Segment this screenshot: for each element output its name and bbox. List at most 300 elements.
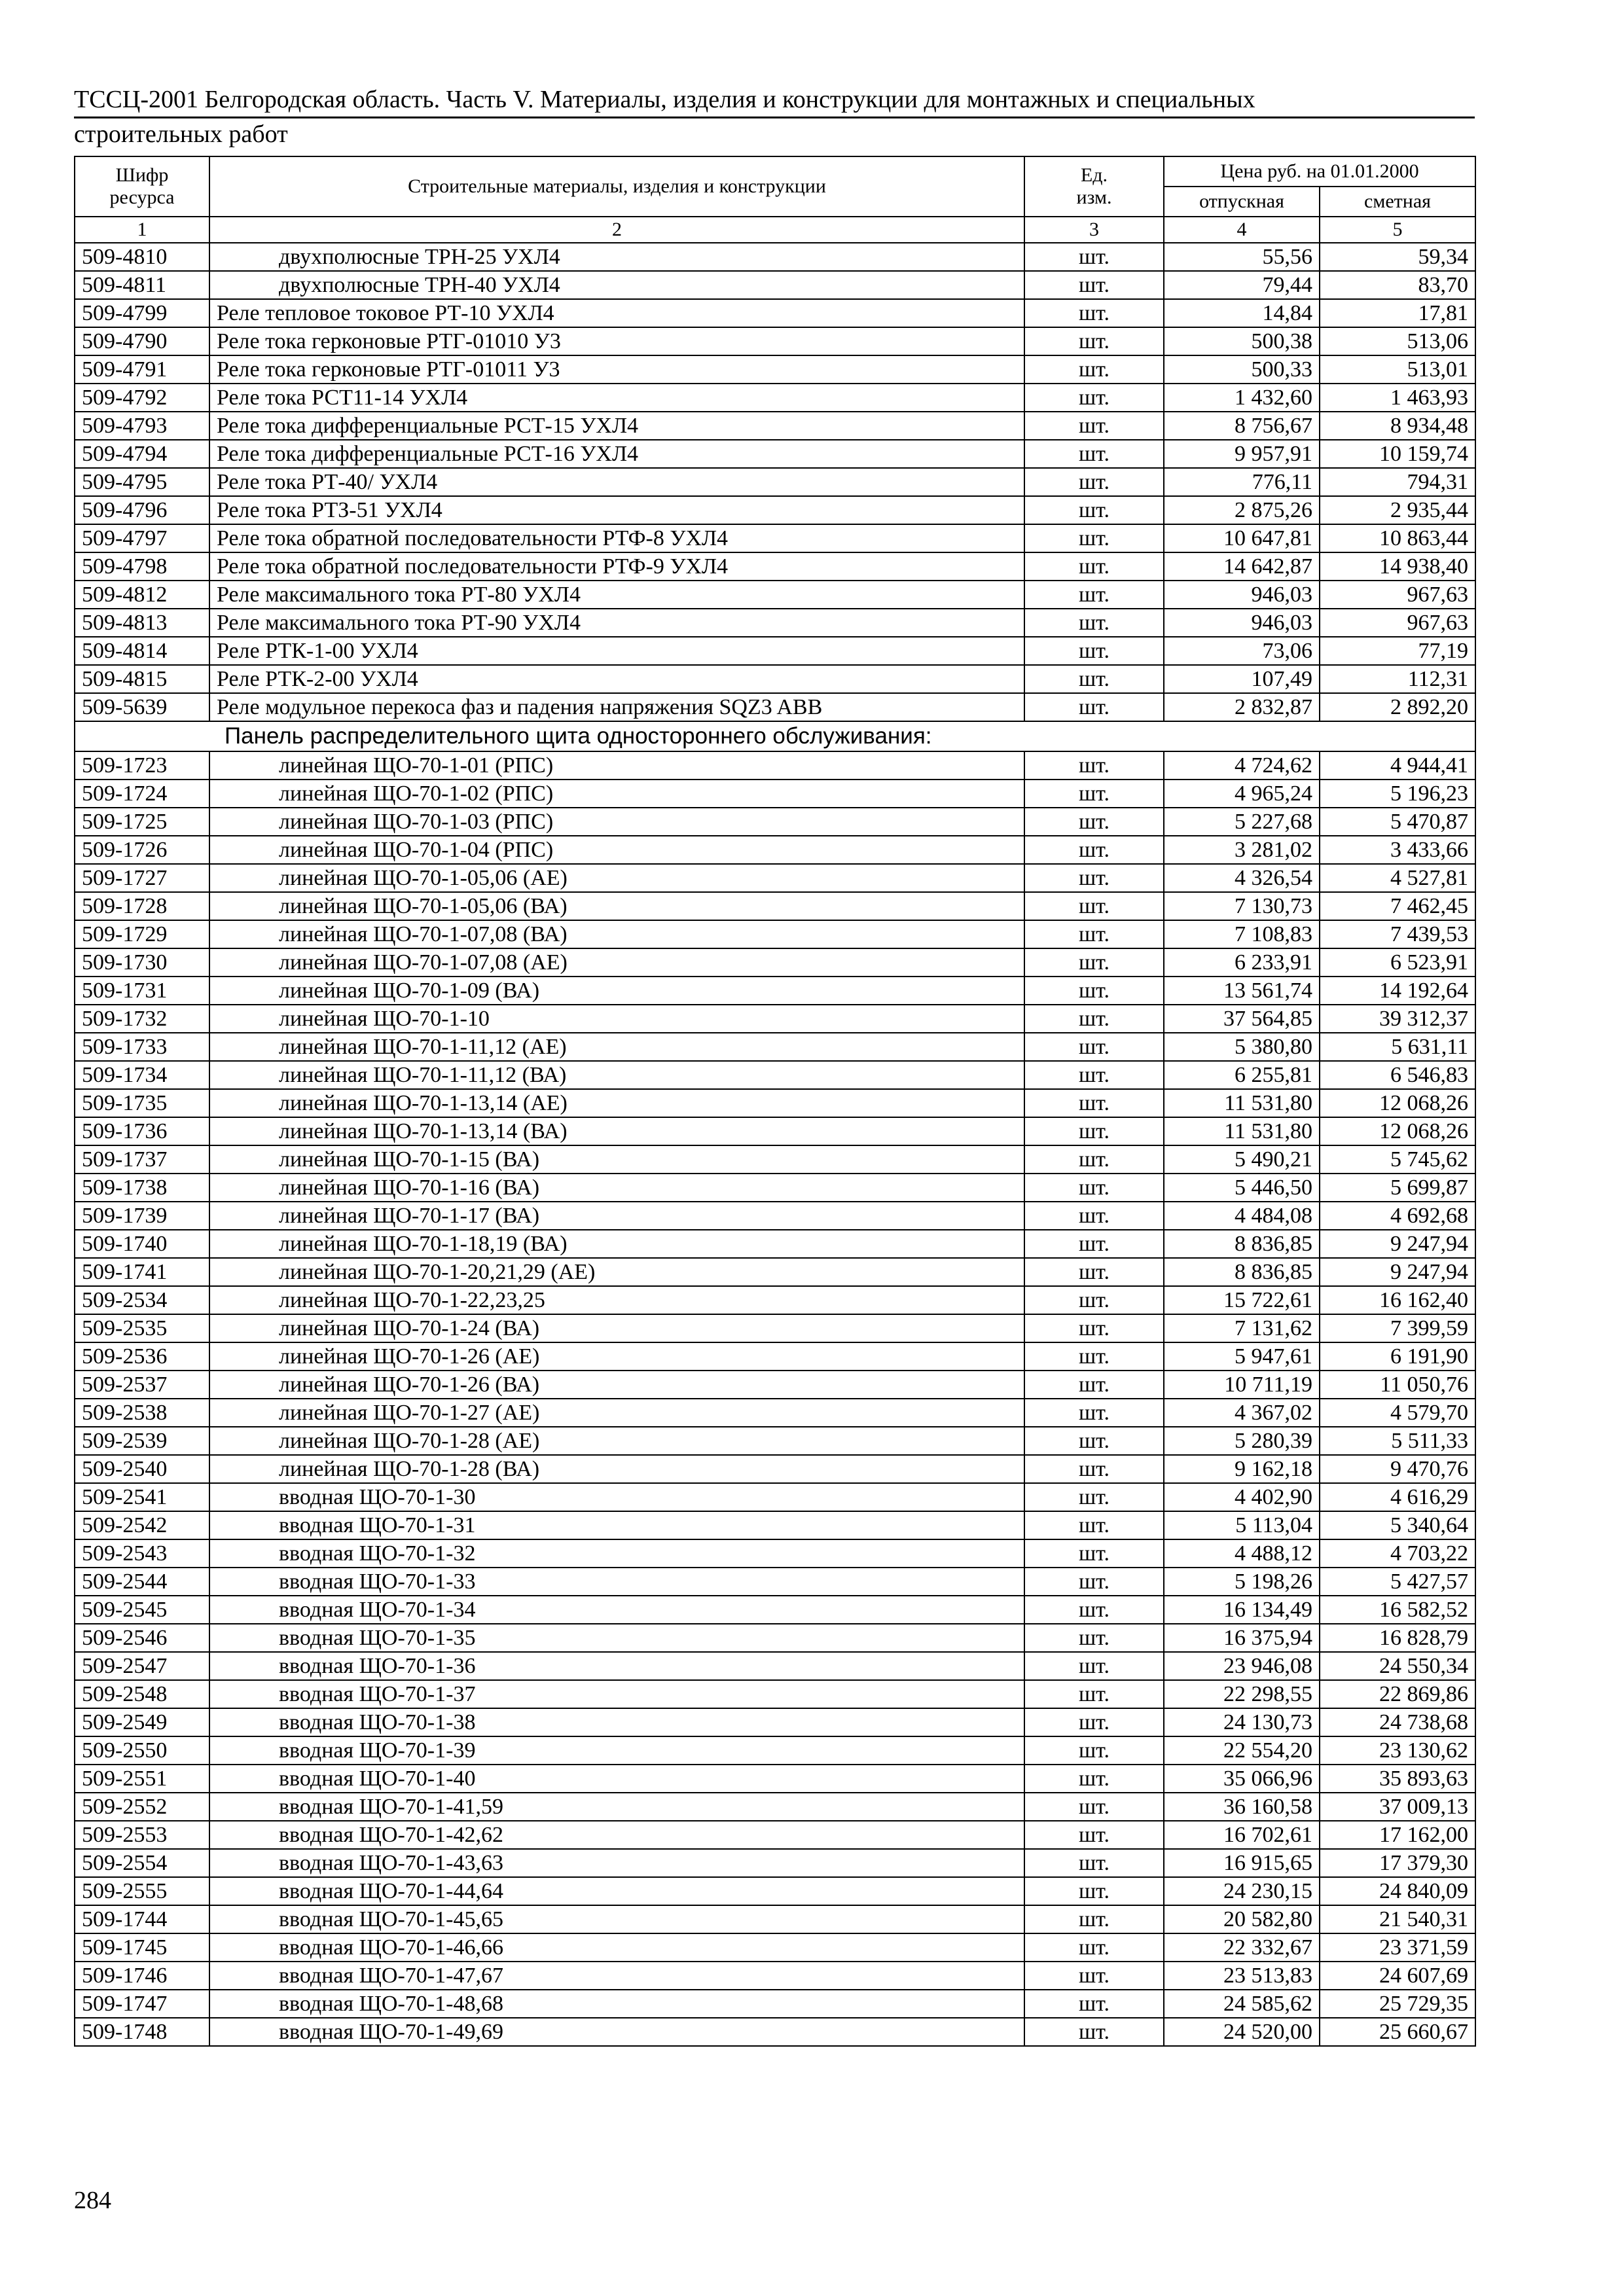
resource-code: 509-4791: [75, 355, 209, 384]
table-row: [75, 1230, 1475, 1258]
resource-code: 509-4815: [75, 665, 209, 693]
estimate-price: 24 738,68: [1320, 1708, 1475, 1736]
release-price: 2 832,87: [1164, 693, 1320, 721]
table-row: [75, 1455, 1475, 1483]
table-row: [75, 1596, 1475, 1624]
resource-code: 509-4812: [75, 581, 209, 609]
material-name: Реле тепловое токовое РТ-10 УХЛ4: [209, 299, 1024, 327]
material-name: Реле тока РТ-40/ УХЛ4: [209, 468, 1024, 496]
unit-cell: шт.: [1024, 1483, 1164, 1511]
release-price: 16 702,61: [1164, 1821, 1320, 1849]
material-name: линейная ЩО-70-1-13,14 (ВА): [209, 1117, 1024, 1145]
material-name: линейная ЩО-70-1-26 (ВА): [209, 1371, 1024, 1399]
estimate-price: 14 192,64: [1320, 977, 1475, 1005]
unit-cell: шт.: [1024, 1849, 1164, 1877]
release-price: 500,38: [1164, 327, 1320, 355]
material-name: Реле модульное перекоса фаз и падения напряжения SQZ3 ABB: [209, 693, 1024, 721]
column-number: 3: [1024, 217, 1164, 243]
unit-cell: шт.: [1024, 524, 1164, 552]
estimate-price: 17 379,30: [1320, 1849, 1475, 1877]
resource-code: 509-4797: [75, 524, 209, 552]
material-name: Реле максимального тока РТ-90 УХЛ4: [209, 609, 1024, 637]
table-row: [75, 1652, 1475, 1680]
material-name: линейная ЩО-70-1-09 (ВА): [209, 977, 1024, 1005]
release-price: 4 724,62: [1164, 751, 1320, 780]
estimate-price: 25 729,35: [1320, 1990, 1475, 2018]
table-row: [75, 1962, 1475, 1990]
estimate-price: 12 068,26: [1320, 1089, 1475, 1117]
material-name: линейная ЩО-70-1-26 (АЕ): [209, 1342, 1024, 1371]
table-row: [75, 412, 1475, 440]
release-price: 22 298,55: [1164, 1680, 1320, 1708]
unit-cell: шт.: [1024, 1765, 1164, 1793]
release-price: 22 554,20: [1164, 1736, 1320, 1765]
table-body: [75, 243, 1475, 2046]
unit-cell: шт.: [1024, 609, 1164, 637]
estimate-price: 4 703,22: [1320, 1539, 1475, 1568]
unit-cell: шт.: [1024, 1342, 1164, 1371]
estimate-price: 967,63: [1320, 609, 1475, 637]
column-number: 1: [75, 217, 209, 243]
estimate-price: 9 247,94: [1320, 1230, 1475, 1258]
resource-code: 509-4798: [75, 552, 209, 581]
table-row: [75, 440, 1475, 468]
unit-cell: шт.: [1024, 1905, 1164, 1933]
column-number: 2: [209, 217, 1024, 243]
release-price: 5 227,68: [1164, 808, 1320, 836]
table-row: [75, 243, 1475, 271]
table-row: [75, 1005, 1475, 1033]
unit-cell: шт.: [1024, 693, 1164, 721]
section-row: [75, 721, 1475, 751]
release-price: 10 711,19: [1164, 1371, 1320, 1399]
resource-code: 509-4795: [75, 468, 209, 496]
resource-code: 509-1729: [75, 920, 209, 948]
resource-code: 509-1730: [75, 948, 209, 977]
resource-code: 509-2537: [75, 1371, 209, 1399]
resource-code: 509-1726: [75, 836, 209, 864]
material-name: линейная ЩО-70-1-15 (ВА): [209, 1145, 1024, 1174]
estimate-price: 7 462,45: [1320, 892, 1475, 920]
resource-code: 509-4814: [75, 637, 209, 665]
estimate-price: 24 840,09: [1320, 1877, 1475, 1905]
unit-cell: шт.: [1024, 2018, 1164, 2046]
material-name: линейная ЩО-70-1-18,19 (ВА): [209, 1230, 1024, 1258]
release-price: 14,84: [1164, 299, 1320, 327]
resource-code: 509-2541: [75, 1483, 209, 1511]
estimate-price: 16 828,79: [1320, 1624, 1475, 1652]
resource-code: 509-2547: [75, 1652, 209, 1680]
unit-cell: шт.: [1024, 637, 1164, 665]
release-price: 4 484,08: [1164, 1202, 1320, 1230]
release-price: 4 402,90: [1164, 1483, 1320, 1511]
table-row: [75, 780, 1475, 808]
resource-code: 509-2543: [75, 1539, 209, 1568]
material-name: вводная ЩО-70-1-36: [209, 1652, 1024, 1680]
material-name: вводная ЩО-70-1-32: [209, 1539, 1024, 1568]
resource-code: 509-5639: [75, 693, 209, 721]
release-price: 5 380,80: [1164, 1033, 1320, 1061]
estimate-price: 11 050,76: [1320, 1371, 1475, 1399]
table-row: [75, 977, 1475, 1005]
resource-code: 509-2538: [75, 1399, 209, 1427]
resource-code: 509-4793: [75, 412, 209, 440]
release-price: 6 255,81: [1164, 1061, 1320, 1089]
release-price: 11 531,80: [1164, 1117, 1320, 1145]
release-price: 16 915,65: [1164, 1849, 1320, 1877]
estimate-price: 794,31: [1320, 468, 1475, 496]
estimate-price: 16 582,52: [1320, 1596, 1475, 1624]
material-name: Реле максимального тока РТ-80 УХЛ4: [209, 581, 1024, 609]
release-price: 16 375,94: [1164, 1624, 1320, 1652]
table-row: [75, 751, 1475, 780]
resource-code: 509-2549: [75, 1708, 209, 1736]
price-table: [74, 156, 1476, 2047]
resource-code: 509-1728: [75, 892, 209, 920]
resource-code: 509-4794: [75, 440, 209, 468]
estimate-price: 83,70: [1320, 271, 1475, 299]
estimate-price: 4 579,70: [1320, 1399, 1475, 1427]
unit-cell: шт.: [1024, 299, 1164, 327]
release-price: 5 280,39: [1164, 1427, 1320, 1455]
document-title-line-1: ТССЦ-2001 Белгородская область. Часть V. Материалы, изделия и конструкции для монтажных и специальных: [74, 84, 1475, 118]
resource-code: 509-2554: [75, 1849, 209, 1877]
release-price: 79,44: [1164, 271, 1320, 299]
unit-cell: шт.: [1024, 1202, 1164, 1230]
resource-code: 509-2552: [75, 1793, 209, 1821]
release-price: 23 513,83: [1164, 1962, 1320, 1990]
estimate-price: 513,06: [1320, 327, 1475, 355]
material-name: Реле РТК-1-00 УХЛ4: [209, 637, 1024, 665]
release-price: 55,56: [1164, 243, 1320, 271]
estimate-price: 35 893,63: [1320, 1765, 1475, 1793]
material-name: вводная ЩО-70-1-49,69: [209, 2018, 1024, 2046]
table-row: [75, 355, 1475, 384]
release-price: 500,33: [1164, 355, 1320, 384]
estimate-price: 23 371,59: [1320, 1933, 1475, 1962]
resource-code: 509-1736: [75, 1117, 209, 1145]
estimate-price: 12 068,26: [1320, 1117, 1475, 1145]
estimate-price: 37 009,13: [1320, 1793, 1475, 1821]
material-name: вводная ЩО-70-1-31: [209, 1511, 1024, 1539]
release-price: 37 564,85: [1164, 1005, 1320, 1033]
release-price: 2 875,26: [1164, 496, 1320, 524]
table-row: [75, 1877, 1475, 1905]
estimate-price: 16 162,40: [1320, 1286, 1475, 1314]
unit-cell: шт.: [1024, 1174, 1164, 1202]
table-row: [75, 1427, 1475, 1455]
material-name: линейная ЩО-70-1-11,12 (АЕ): [209, 1033, 1024, 1061]
table-row: [75, 1624, 1475, 1652]
estimate-price: 39 312,37: [1320, 1005, 1475, 1033]
material-name: линейная ЩО-70-1-16 (ВА): [209, 1174, 1024, 1202]
estimate-price: 5 470,87: [1320, 808, 1475, 836]
table-row: [75, 1821, 1475, 1849]
release-price: 13 561,74: [1164, 977, 1320, 1005]
release-price: 5 490,21: [1164, 1145, 1320, 1174]
unit-cell: шт.: [1024, 1962, 1164, 1990]
material-name: линейная ЩО-70-1-02 (РПС): [209, 780, 1024, 808]
estimate-price: 4 692,68: [1320, 1202, 1475, 1230]
release-price: 24 230,15: [1164, 1877, 1320, 1905]
material-name: вводная ЩО-70-1-33: [209, 1568, 1024, 1596]
table-header: [75, 156, 1475, 243]
release-price: 24 130,73: [1164, 1708, 1320, 1736]
material-name: линейная ЩО-70-1-24 (ВА): [209, 1314, 1024, 1342]
resource-code: 509-4810: [75, 243, 209, 271]
release-price: 11 531,80: [1164, 1089, 1320, 1117]
table-row: [75, 1117, 1475, 1145]
estimate-price: 2 935,44: [1320, 496, 1475, 524]
unit-cell: шт.: [1024, 1230, 1164, 1258]
resource-code: 509-2553: [75, 1821, 209, 1849]
resource-code: 509-1735: [75, 1089, 209, 1117]
resource-code: 509-2546: [75, 1624, 209, 1652]
release-price: 10 647,81: [1164, 524, 1320, 552]
unit-cell: шт.: [1024, 1033, 1164, 1061]
header-price: Цена руб. на 01.01.2000: [1164, 156, 1475, 187]
resource-code: 509-2548: [75, 1680, 209, 1708]
material-name: вводная ЩО-70-1-45,65: [209, 1905, 1024, 1933]
material-name: Реле тока дифференциальные РСТ-16 УХЛ4: [209, 440, 1024, 468]
material-name: линейная ЩО-70-1-01 (РПС): [209, 751, 1024, 780]
release-price: 8 756,67: [1164, 412, 1320, 440]
estimate-price: 6 546,83: [1320, 1061, 1475, 1089]
release-price: 73,06: [1164, 637, 1320, 665]
table-row: [75, 1933, 1475, 1962]
material-name: линейная ЩО-70-1-05,06 (ВА): [209, 892, 1024, 920]
section-title: Панель распределительного щита одностороннего обслуживания:: [75, 721, 1475, 751]
unit-cell: шт.: [1024, 977, 1164, 1005]
release-price: 107,49: [1164, 665, 1320, 693]
unit-cell: шт.: [1024, 1596, 1164, 1624]
estimate-price: 59,34: [1320, 243, 1475, 271]
estimate-price: 10 863,44: [1320, 524, 1475, 552]
header-estimate-price: сметная: [1320, 187, 1475, 217]
unit-cell: шт.: [1024, 412, 1164, 440]
unit-cell: шт.: [1024, 496, 1164, 524]
resource-code: 509-1732: [75, 1005, 209, 1033]
release-price: 7 130,73: [1164, 892, 1320, 920]
resource-code: 509-4811: [75, 271, 209, 299]
resource-code: 509-1745: [75, 1933, 209, 1962]
material-name: вводная ЩО-70-1-38: [209, 1708, 1024, 1736]
resource-code: 509-1731: [75, 977, 209, 1005]
resource-code: 509-1734: [75, 1061, 209, 1089]
release-price: 4 367,02: [1164, 1399, 1320, 1427]
unit-cell: шт.: [1024, 1708, 1164, 1736]
resource-code: 509-1748: [75, 2018, 209, 2046]
estimate-price: 5 745,62: [1320, 1145, 1475, 1174]
release-price: 7 131,62: [1164, 1314, 1320, 1342]
unit-cell: шт.: [1024, 468, 1164, 496]
table-row: [75, 1061, 1475, 1089]
unit-cell: шт.: [1024, 1427, 1164, 1455]
table-row: [75, 2018, 1475, 2046]
unit-cell: шт.: [1024, 271, 1164, 299]
resource-code: 509-1746: [75, 1962, 209, 1990]
estimate-price: 7 439,53: [1320, 920, 1475, 948]
material-name: линейная ЩО-70-1-05,06 (АЕ): [209, 864, 1024, 892]
unit-cell: шт.: [1024, 1005, 1164, 1033]
table-row: [75, 665, 1475, 693]
estimate-price: 17,81: [1320, 299, 1475, 327]
unit-cell: шт.: [1024, 440, 1164, 468]
table-row: [75, 552, 1475, 581]
unit-cell: шт.: [1024, 1539, 1164, 1568]
resource-code: 509-2540: [75, 1455, 209, 1483]
table-row: [75, 808, 1475, 836]
resource-code: 509-1738: [75, 1174, 209, 1202]
estimate-price: 5 340,64: [1320, 1511, 1475, 1539]
header-name: Строительные материалы, изделия и конструкции: [209, 156, 1024, 217]
resource-code: 509-1744: [75, 1905, 209, 1933]
resource-code: 509-2544: [75, 1568, 209, 1596]
resource-code: 509-2555: [75, 1877, 209, 1905]
table-row: [75, 1145, 1475, 1174]
resource-code: 509-4790: [75, 327, 209, 355]
table-row: [75, 1539, 1475, 1568]
release-price: 14 642,87: [1164, 552, 1320, 581]
estimate-price: 17 162,00: [1320, 1821, 1475, 1849]
material-name: вводная ЩО-70-1-46,66: [209, 1933, 1024, 1962]
material-name: линейная ЩО-70-1-04 (РПС): [209, 836, 1024, 864]
estimate-price: 5 699,87: [1320, 1174, 1475, 1202]
table-row: [75, 581, 1475, 609]
unit-cell: шт.: [1024, 1399, 1164, 1427]
document-title-line-2: строительных работ: [74, 120, 288, 148]
unit-cell: шт.: [1024, 751, 1164, 780]
estimate-price: 4 527,81: [1320, 864, 1475, 892]
unit-cell: шт.: [1024, 920, 1164, 948]
unit-cell: шт.: [1024, 1568, 1164, 1596]
material-name: двухполюсные ТРН-25 УХЛ4: [209, 243, 1024, 271]
material-name: вводная ЩО-70-1-34: [209, 1596, 1024, 1624]
table-row: [75, 693, 1475, 721]
resource-code: 509-4796: [75, 496, 209, 524]
resource-code: 509-1733: [75, 1033, 209, 1061]
release-price: 24 520,00: [1164, 2018, 1320, 2046]
material-name: вводная ЩО-70-1-44,64: [209, 1877, 1024, 1905]
estimate-price: 967,63: [1320, 581, 1475, 609]
page-number: 284: [74, 2187, 111, 2214]
table-row: [75, 948, 1475, 977]
unit-cell: шт.: [1024, 1736, 1164, 1765]
release-price: 8 836,85: [1164, 1258, 1320, 1286]
material-name: линейная ЩО-70-1-10: [209, 1005, 1024, 1033]
release-price: 22 332,67: [1164, 1933, 1320, 1962]
unit-cell: шт.: [1024, 892, 1164, 920]
unit-cell: шт.: [1024, 1258, 1164, 1286]
estimate-price: 1 463,93: [1320, 384, 1475, 412]
estimate-price: 22 869,86: [1320, 1680, 1475, 1708]
release-price: 946,03: [1164, 609, 1320, 637]
estimate-price: 24 607,69: [1320, 1962, 1475, 1990]
estimate-price: 6 523,91: [1320, 948, 1475, 977]
resource-code: 509-4799: [75, 299, 209, 327]
resource-code: 509-1737: [75, 1145, 209, 1174]
resource-code: 509-1747: [75, 1990, 209, 2018]
material-name: вводная ЩО-70-1-43,63: [209, 1849, 1024, 1877]
resource-code: 509-2536: [75, 1342, 209, 1371]
table-row: [75, 1089, 1475, 1117]
material-name: Реле тока РСТ11-14 УХЛ4: [209, 384, 1024, 412]
unit-cell: шт.: [1024, 552, 1164, 581]
estimate-price: 23 130,62: [1320, 1736, 1475, 1765]
material-name: линейная ЩО-70-1-22,23,25: [209, 1286, 1024, 1314]
unit-cell: шт.: [1024, 1117, 1164, 1145]
release-price: 9 162,18: [1164, 1455, 1320, 1483]
resource-code: 509-2545: [75, 1596, 209, 1624]
table-row: [75, 1736, 1475, 1765]
document-header: [74, 84, 1475, 150]
table-row: [75, 1371, 1475, 1399]
material-name: Реле тока герконовые РТГ-01010 У3: [209, 327, 1024, 355]
table-row: [75, 496, 1475, 524]
table-row: [75, 637, 1475, 665]
release-price: 7 108,83: [1164, 920, 1320, 948]
release-price: 8 836,85: [1164, 1230, 1320, 1258]
unit-cell: шт.: [1024, 1624, 1164, 1652]
unit-cell: шт.: [1024, 1061, 1164, 1089]
resource-code: 509-1724: [75, 780, 209, 808]
material-name: вводная ЩО-70-1-30: [209, 1483, 1024, 1511]
estimate-price: 513,01: [1320, 355, 1475, 384]
material-name: вводная ЩО-70-1-41,59: [209, 1793, 1024, 1821]
unit-cell: шт.: [1024, 581, 1164, 609]
material-name: линейная ЩО-70-1-07,08 (АЕ): [209, 948, 1024, 977]
release-price: 5 947,61: [1164, 1342, 1320, 1371]
resource-code: 509-4792: [75, 384, 209, 412]
release-price: 23 946,08: [1164, 1652, 1320, 1680]
estimate-price: 21 540,31: [1320, 1905, 1475, 1933]
unit-cell: шт.: [1024, 355, 1164, 384]
unit-cell: шт.: [1024, 1877, 1164, 1905]
estimate-price: 5 196,23: [1320, 780, 1475, 808]
table-row: [75, 1258, 1475, 1286]
table-row: [75, 1708, 1475, 1736]
resource-code: 509-2542: [75, 1511, 209, 1539]
release-price: 35 066,96: [1164, 1765, 1320, 1793]
unit-cell: шт.: [1024, 780, 1164, 808]
header-unit: Ед. изм.: [1024, 156, 1164, 217]
table-row: [75, 384, 1475, 412]
table-row: [75, 1174, 1475, 1202]
estimate-price: 7 399,59: [1320, 1314, 1475, 1342]
material-name: Реле РТК-2-00 УХЛ4: [209, 665, 1024, 693]
resource-code: 509-2534: [75, 1286, 209, 1314]
table-row: [75, 271, 1475, 299]
material-name: Реле тока обратной последовательности РТФ-9 УХЛ4: [209, 552, 1024, 581]
release-price: 3 281,02: [1164, 836, 1320, 864]
unit-cell: шт.: [1024, 1371, 1164, 1399]
table-row: [75, 892, 1475, 920]
estimate-price: 10 159,74: [1320, 440, 1475, 468]
table-row: [75, 1765, 1475, 1793]
release-price: 776,11: [1164, 468, 1320, 496]
table-row: [75, 1849, 1475, 1877]
material-name: вводная ЩО-70-1-39: [209, 1736, 1024, 1765]
unit-cell: шт.: [1024, 1286, 1164, 1314]
material-name: Реле тока дифференциальные РСТ-15 УХЛ4: [209, 412, 1024, 440]
estimate-price: 4 944,41: [1320, 751, 1475, 780]
table-row: [75, 1793, 1475, 1821]
unit-cell: шт.: [1024, 1680, 1164, 1708]
resource-code: 509-2550: [75, 1736, 209, 1765]
release-price: 15 722,61: [1164, 1286, 1320, 1314]
estimate-price: 4 616,29: [1320, 1483, 1475, 1511]
table-row: [75, 1990, 1475, 2018]
